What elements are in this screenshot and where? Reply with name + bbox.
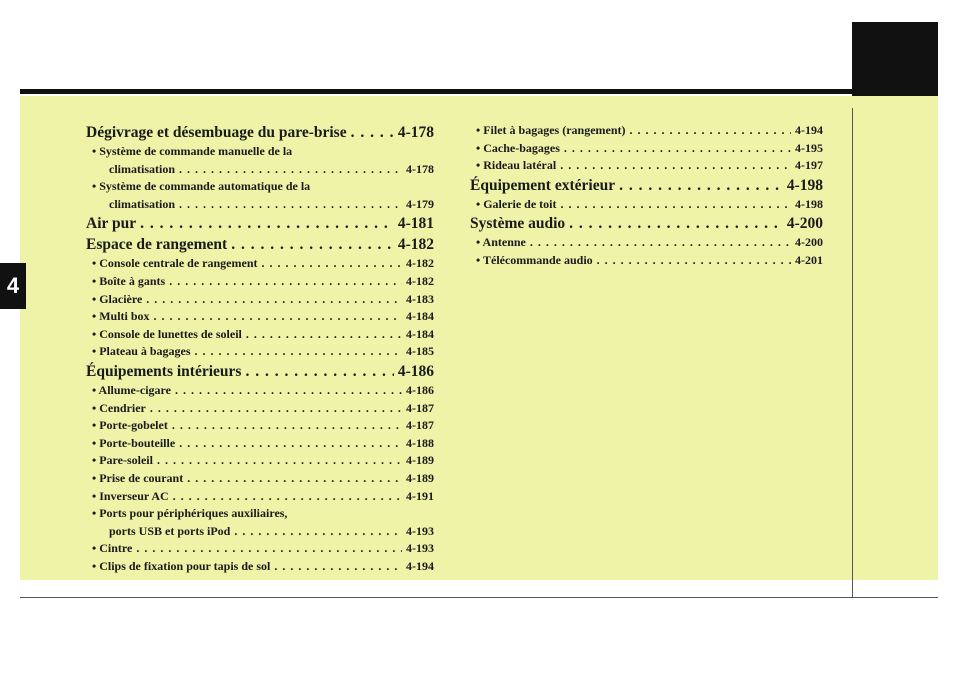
toc-page-number: 4-200 <box>786 215 823 233</box>
toc-page-number: 4-195 <box>795 140 823 155</box>
toc-leader-dots <box>175 382 402 400</box>
toc-page-number: 4-191 <box>406 488 434 503</box>
toc-section[interactable] <box>86 213 434 234</box>
toc-leader-dots <box>179 435 402 453</box>
toc-page-number: 4-198 <box>786 176 823 194</box>
toc-item[interactable] <box>86 488 434 506</box>
toc-section[interactable] <box>86 361 434 382</box>
toc-leader-dots <box>231 234 394 255</box>
toc-label: Dégivrage et désembuage du pare-brise <box>86 124 347 141</box>
toc-page-number: 4-179 <box>406 196 434 211</box>
toc-label: • Système de commande automatique de la <box>92 179 311 194</box>
toc-leader-dots <box>569 213 783 234</box>
toc-label: • Antenne <box>476 235 526 250</box>
toc-leader-dots <box>136 540 402 558</box>
toc-item[interactable] <box>86 470 434 488</box>
toc-page-number: 4-183 <box>406 291 434 306</box>
toc-page-number: 4-194 <box>795 123 823 137</box>
toc-item-heading[interactable] <box>86 178 434 196</box>
toc-page-number: 4-197 <box>795 158 823 173</box>
toc-item[interactable] <box>470 196 823 214</box>
toc-label: • Pare-soleil <box>92 453 153 468</box>
toc-leader-dots <box>619 175 783 196</box>
toc-label: • Clips de fixation pour tapis de sol <box>92 558 271 573</box>
toc-page-number: 4-186 <box>406 382 434 397</box>
toc-page-number: 4-187 <box>406 400 434 415</box>
toc-page-number: 4-198 <box>795 196 823 211</box>
toc-item[interactable] <box>86 291 434 309</box>
toc-page-number: 4-189 <box>406 470 434 485</box>
toc-label: Espace de rangement <box>86 236 228 254</box>
toc-label: • Glacière <box>92 291 143 306</box>
toc-item[interactable] <box>470 140 823 158</box>
toc-label: climatisation <box>109 196 175 211</box>
header-rule <box>20 89 852 94</box>
toc-section[interactable] <box>470 213 823 234</box>
page-edge-line <box>852 108 853 598</box>
toc-leader-dots <box>564 140 791 158</box>
toc-leader-dots <box>157 452 402 470</box>
toc-page-number: 4-182 <box>397 236 434 254</box>
toc-section[interactable] <box>470 175 823 196</box>
toc-item[interactable] <box>86 382 434 400</box>
toc-leader-dots <box>245 361 393 382</box>
toc-page-number: 4-184 <box>406 309 434 324</box>
toc-leader-dots <box>195 343 402 361</box>
toc-column-right <box>470 122 823 270</box>
footer-rule <box>20 597 938 598</box>
toc-page-number: 4-182 <box>406 273 434 288</box>
toc-label: • Console de lunettes de soleil <box>92 326 242 341</box>
toc-label: Système audio <box>470 215 566 233</box>
toc-leader-dots <box>246 326 402 344</box>
toc-page-number: 4-184 <box>406 326 434 341</box>
toc-item[interactable] <box>86 452 434 470</box>
toc-label: • Cintre <box>92 541 133 556</box>
toc-item[interactable] <box>470 252 823 270</box>
toc-label: • Porte-gobelet <box>92 418 168 433</box>
toc-item[interactable] <box>470 234 823 252</box>
toc-leader-dots <box>187 470 402 488</box>
toc-section[interactable] <box>86 234 434 255</box>
toc-leader-dots <box>173 488 402 506</box>
toc-item[interactable] <box>86 343 434 361</box>
toc-page-number: 4-189 <box>406 453 434 468</box>
toc-item[interactable] <box>86 558 434 576</box>
toc-page-number: 4-182 <box>406 256 434 271</box>
toc-label: • Filet à bagages (rangement) <box>476 123 626 137</box>
toc-item[interactable] <box>86 273 434 291</box>
toc-leader-dots <box>179 161 402 179</box>
toc-label: • Ports pour périphériques auxiliaires, <box>92 506 288 521</box>
toc-label: • Cache-bagages <box>476 140 560 155</box>
toc-leader-dots <box>262 255 403 273</box>
toc-leader-dots <box>154 308 402 326</box>
toc-label: climatisation <box>109 161 175 176</box>
toc-leader-dots <box>150 400 402 418</box>
toc-label: Équipements intérieurs <box>86 362 242 380</box>
toc-label: • Multi box <box>92 309 150 324</box>
toc-leader-dots <box>179 196 402 214</box>
toc-page-number: 4-188 <box>406 435 434 450</box>
toc-leader-dots <box>169 273 402 291</box>
toc-page-number: 4-193 <box>406 523 434 538</box>
toc-leader-dots <box>560 157 791 175</box>
toc-leader-dots <box>146 291 402 309</box>
chapter-tab[interactable]: 4 <box>0 263 26 309</box>
toc-column-left <box>86 122 434 575</box>
toc-item-heading[interactable] <box>86 505 434 523</box>
toc-label: ports USB et ports iPod <box>109 523 231 538</box>
toc-page-number: 4-185 <box>406 344 434 359</box>
toc-label: • Inverseur AC <box>92 488 169 503</box>
toc-section[interactable] <box>86 122 434 143</box>
toc-item[interactable] <box>86 400 434 418</box>
toc-item[interactable] <box>86 308 434 326</box>
toc-label: • Porte-bouteille <box>92 435 176 450</box>
toc-label: • Console centrale de rangement <box>92 256 258 271</box>
toc-page-number: 4-200 <box>795 235 823 250</box>
toc-leader-dots <box>234 523 402 541</box>
toc-leader-dots <box>172 417 402 435</box>
toc-item[interactable] <box>86 326 434 344</box>
toc-label: • Boîte à gants <box>92 273 166 288</box>
toc-item[interactable] <box>86 540 434 558</box>
toc-item[interactable] <box>86 523 434 541</box>
toc-leader-dots <box>630 122 791 140</box>
toc-page-number: 4-201 <box>795 252 823 267</box>
toc-label: • Système de commande manuelle de la <box>92 144 293 158</box>
toc-item-heading[interactable] <box>86 143 434 161</box>
toc-page-number: 4-186 <box>397 362 434 380</box>
toc-item[interactable] <box>86 417 434 435</box>
toc-leader-dots <box>597 252 791 270</box>
toc-label: Air pur <box>86 215 137 233</box>
toc-label: • Allume-cigare <box>92 382 171 397</box>
toc-leader-dots <box>561 196 791 214</box>
toc-item[interactable] <box>86 435 434 453</box>
toc-page-number: 4-178 <box>397 124 434 141</box>
toc-page-number: 4-181 <box>397 215 434 233</box>
toc-leader-dots <box>530 234 791 252</box>
toc-item[interactable] <box>86 196 434 214</box>
toc-label: • Galerie de toit <box>476 196 557 211</box>
toc-label: • Cendrier <box>92 400 146 415</box>
toc-leader-dots <box>351 122 394 143</box>
toc-item[interactable] <box>86 161 434 179</box>
toc-item[interactable] <box>470 157 823 175</box>
toc-leader-dots <box>274 558 402 576</box>
toc-page-number: 4-193 <box>406 541 434 556</box>
toc-page-number: 4-194 <box>406 558 434 573</box>
toc-leader-dots <box>140 213 394 234</box>
toc-item[interactable] <box>86 255 434 273</box>
toc-label: Équipement extérieur <box>470 176 616 194</box>
toc-item[interactable] <box>470 122 823 140</box>
toc-page-number: 4-187 <box>406 418 434 433</box>
toc-label: • Prise de courant <box>92 470 184 485</box>
toc-page-number: 4-178 <box>406 161 434 176</box>
toc-label: • Rideau latéral <box>476 158 557 173</box>
toc-label: • Plateau à bagages <box>92 344 191 359</box>
toc-label: • Télécommande audio <box>476 252 593 267</box>
